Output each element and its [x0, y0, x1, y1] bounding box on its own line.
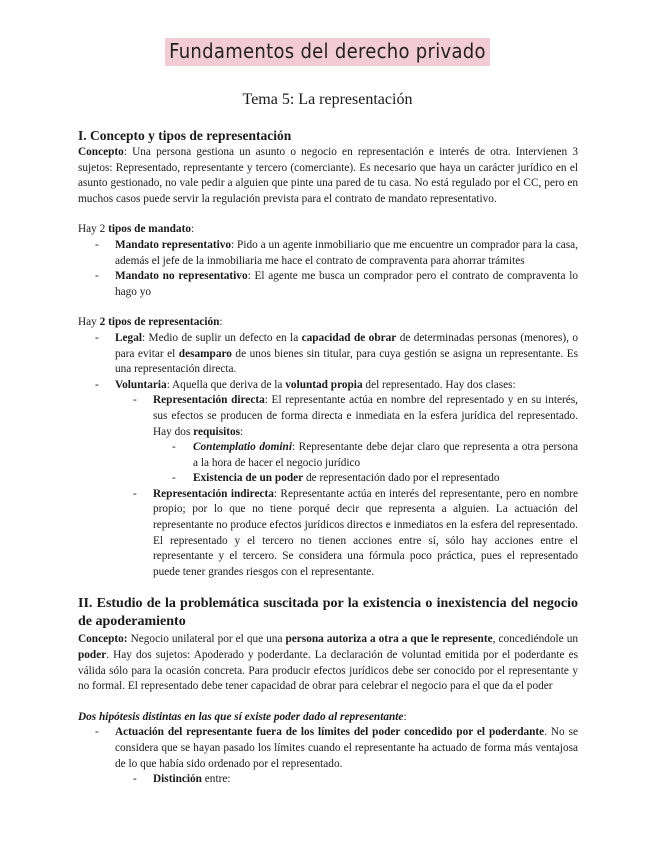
- item-label: Mandato representativo: [115, 238, 232, 251]
- bullet-dash: -: [133, 773, 137, 786]
- hipotesis-post: :: [403, 710, 407, 723]
- item-text: : Representante actúa en interés del representante, pero en nombre propio; por lo que no tiene porqué decir que representa a alguien. La actuación del representante no produce efectos jurídicos directos e inmediatos en la esfera del representado. El representado y el tercero no tienen acciones entre sí, sólo hay acciones entre el representante y el tercero. Se considera una fórmula poco práctica, pues el representado puede tener grandes riesgos con el representante.: [153, 487, 578, 578]
- bullet-dash: -: [133, 487, 137, 500]
- concepto-bold: persona autoriza a otra a que le represente: [285, 633, 493, 646]
- item-text: de determinadas personas (menores), o para evitar el: [115, 331, 578, 360]
- mandato-intro-pre: Hay 2: [78, 223, 109, 236]
- header-wrap: [0, 38, 655, 66]
- bullet-dash: -: [133, 394, 137, 407]
- concepto-text: . Hay dos sujetos: Apoderado y poderdante. La declaración de voluntad emitida por el poderdante es válida sólo para la ocasión concreta. Para producir efectos jurídicos debe ser conocido por el representante y no formal. El representado debe tener capacidad de obrar para celebrar el negocio para el que da el poder: [78, 649, 578, 693]
- item-text: : El representante actúa en nombre del representado y en su interés, sus efectos se producen de forma directa e inmediata en la esfera jurídica del representado. Hay dos: [153, 394, 578, 438]
- item-label: Existencia de un poder: [193, 472, 304, 485]
- bullet-dash: -: [95, 331, 99, 344]
- document-header: Fundamentos del derecho privado: [165, 38, 490, 66]
- document-body: [78, 128, 578, 788]
- bullet-dash: -: [172, 441, 176, 454]
- hipotesis-label: Dos hipótesis distintas en las que sí existe poder dado al representante: [78, 710, 404, 723]
- item-text: :: [240, 425, 244, 438]
- item-label: Contemplatio domini: [193, 441, 292, 454]
- mandato-intro-post: :: [190, 223, 195, 236]
- item-text: : Aquella que deriva de la: [166, 378, 286, 391]
- concepto-bold: poder: [78, 649, 107, 662]
- item-text: : Representante debe dejar claro que representa a otra persona a la hora de hacer el negocio jurídico: [193, 441, 578, 469]
- bullet-dash: -: [95, 378, 99, 391]
- hipotesis-intro: [78, 710, 578, 726]
- page-title: Tema 5: La representación: [242, 91, 413, 108]
- bullet-dash: -: [95, 726, 99, 739]
- mandato-intro: [78, 222, 578, 238]
- item-text: de unos bienes sin titular, para cuya gestión se asigna un representante. Es una representación directa.: [115, 347, 578, 376]
- list-item-representacion-directa: [78, 393, 578, 440]
- mandato-intro-bold: tipos de mandato: [108, 223, 191, 236]
- rep-intro-post: :: [219, 316, 223, 329]
- list-item-existencia-poder: [78, 471, 578, 487]
- item-label: Actuación del representante fuera de los límites del poder concedido por el poderdante: [115, 726, 545, 739]
- item-text: : Medio de suplir un defecto en la: [142, 331, 302, 344]
- item-label: Distinción: [153, 773, 202, 786]
- concepto-text: : Una persona gestiona un asunto o negocio en representación e interés de otra. Intervienen 3 sujetos: Representado, representante y tercero (comerciante). Es necesario que haya un carácter jurídico en el asunto gestionado, no vale pedir a alguien que pinte una pared de tu casa. No está regulado por el CC, pero en muchos casos puede servir la regulación prevista para el contrato de mandato representativo.: [78, 146, 578, 205]
- item-bold: voluntad propia: [285, 378, 363, 391]
- list-item-mandato-representativo: [78, 238, 578, 269]
- list-item-legal: [78, 331, 578, 378]
- item-label: Representación indirecta: [153, 487, 274, 500]
- item-text: de representación dado por el representado: [303, 472, 500, 485]
- item-text: : Pido a un agente inmobiliario que me encuentre un comprador para la casa, además el jefe de la inmobiliaria me hace el contrato de compraventa para ahorrar trámites: [115, 238, 578, 267]
- apoderamiento-concepto-paragraph: [78, 632, 578, 694]
- concepto-text: Negocio unilateral por el que una: [127, 633, 286, 646]
- item-label: Representación directa: [153, 394, 265, 407]
- item-text: : El agente me busca un comprador pero el contrato de compraventa lo hago yo: [115, 270, 578, 298]
- concepto-text: , concediéndole un: [492, 633, 579, 646]
- bullet-dash: -: [172, 472, 176, 485]
- item-bold: requisitos: [193, 425, 241, 438]
- list-item-actuacion: [78, 725, 578, 772]
- list-item-mandato-no-representativo: [78, 269, 578, 300]
- bullet-dash: -: [95, 238, 99, 251]
- bullet-dash: -: [95, 270, 99, 283]
- rep-intro-pre: Hay: [78, 316, 100, 329]
- rep-intro-bold: 2 tipos de representación: [99, 316, 220, 329]
- list-item-voluntaria: [78, 378, 578, 394]
- item-label: Voluntaria: [115, 378, 167, 391]
- item-bold: desamparo: [178, 347, 232, 360]
- item-text: entre:: [201, 773, 231, 786]
- list-item-distincion: [78, 772, 578, 788]
- concepto-label: Concepto:: [78, 633, 128, 646]
- representacion-intro: [78, 315, 578, 331]
- list-item-contemplatio-domini: [78, 440, 578, 471]
- item-bold: capacidad de obrar: [301, 331, 397, 344]
- list-item-representacion-indirecta: [78, 487, 578, 581]
- item-text: . No se considera que se hayan pasado los límites cuando el representante ha actuado de forma más ventajosa de lo que había sido ordenado por el representado.: [115, 726, 578, 770]
- section-2-heading: II. Estudio de la problemática suscitada por la existencia o inexistencia del negocio de apoderamiento: [78, 596, 578, 630]
- concepto-paragraph: [78, 145, 578, 207]
- item-label: Mandato no representativo: [115, 270, 248, 283]
- concepto-label: Concepto: [78, 146, 124, 158]
- item-label: Legal: [115, 331, 142, 344]
- section-1-heading: I. Concepto y tipos de representación: [78, 128, 292, 143]
- item-text: del representado. Hay dos clases:: [362, 378, 516, 391]
